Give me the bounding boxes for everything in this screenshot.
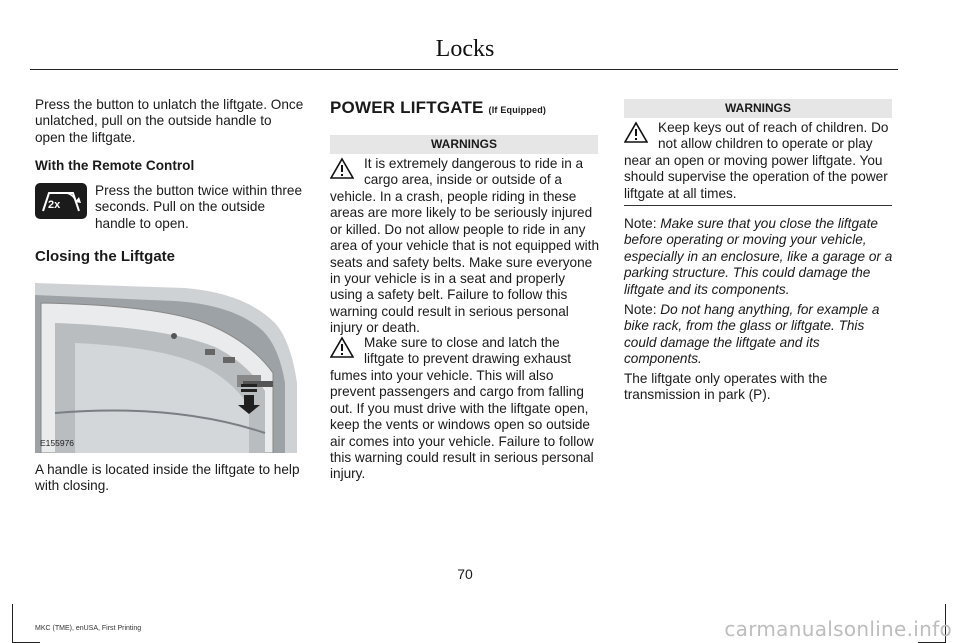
power-liftgate-heading-text: POWER LIFTGATE	[330, 98, 484, 117]
closing-liftgate-heading: Closing the Liftgate	[35, 248, 175, 265]
liftgate-remote-icon	[35, 183, 87, 219]
warnings-end-rule	[624, 205, 892, 206]
warning-ride-cargo-rest: vehicle. In a crash, people riding in these areas are more likely to be seriously injured or killed. Do not allow people to ride in any area of your vehicle that is not equipped with seats and safety belts. Make sure everyone in your vehicle is in a seat and properly using a safety belt. Failure to follow this warning could result in serious personal injury or death.	[330, 189, 600, 336]
liftgate-illustration	[35, 283, 301, 453]
warning-triangle-icon	[330, 157, 354, 179]
warning-children-rest: near an open or moving power liftgate. You should supervise the operation of the power liftgate at all times.	[624, 153, 888, 201]
warning-exhaust-first: Make sure to close and latch the liftgate to prevent drawing exhaust	[364, 335, 572, 367]
watermark: carmanualsonline.info	[724, 617, 952, 641]
note-label: Note:	[624, 216, 657, 231]
warning-triangle-icon	[330, 336, 354, 358]
park-only-paragraph: The liftgate only operates with the transmission in park (P).	[624, 371, 828, 403]
page-number: 70	[457, 566, 473, 582]
note-close-liftgate-text: Make sure that you close the liftgate before operating or moving your vehicle, especially in an enclosure, like a garage or a parking structure. This could damage the liftgate and its components.	[624, 216, 893, 297]
footer-printing-info: MKC (TME), enUSA, First Printing	[35, 625, 142, 632]
warning-exhaust-rest: fumes into your vehicle. This will also prevent passengers and cargo from falling out. If you must drive with the liftgate open, keep the vents or windows open so outside air comes into your vehicle. Failure to follow this warning could result in serious personal injury.	[330, 368, 594, 482]
note-close-liftgate	[624, 216, 894, 298]
remote-icon-label: 2x	[48, 199, 61, 211]
header-rule	[30, 69, 898, 70]
note-bike-rack-text: Do not hang anything, for example a bike rack, from the glass or liftgate. This could damage the liftgate and its components.	[624, 302, 880, 367]
warning-ride-cargo-first: It is extremely dangerous to ride in a cargo area, inside or outside of a	[364, 156, 584, 188]
figure-code: E155976	[40, 438, 75, 448]
unlatch-paragraph: Press the button to unlatch the liftgate. Once unlatched, pull on the outside handle to open the liftgate.	[35, 97, 304, 145]
crop-mark	[12, 604, 13, 643]
remote-control-text: Press the button twice within three seconds. Pull on the outside handle to open.	[95, 183, 303, 231]
warning-children-first: Keep keys out of reach of children. Do not allow children to operate or play	[658, 120, 889, 152]
remote-control-heading: With the Remote Control	[35, 158, 195, 173]
warnings-bar-right: WARNINGS	[624, 99, 892, 118]
warning-triangle-icon	[624, 121, 648, 143]
note-label: Note:	[624, 302, 657, 317]
page-title: Locks	[435, 36, 495, 62]
power-liftgate-heading	[330, 100, 546, 118]
warnings-bar-middle: WARNINGS	[330, 135, 598, 154]
closing-handle-text: A handle is located inside the liftgate to help with closing.	[35, 462, 300, 494]
note-bike-rack	[624, 302, 894, 368]
if-equipped-label: (If Equipped)	[488, 105, 547, 115]
